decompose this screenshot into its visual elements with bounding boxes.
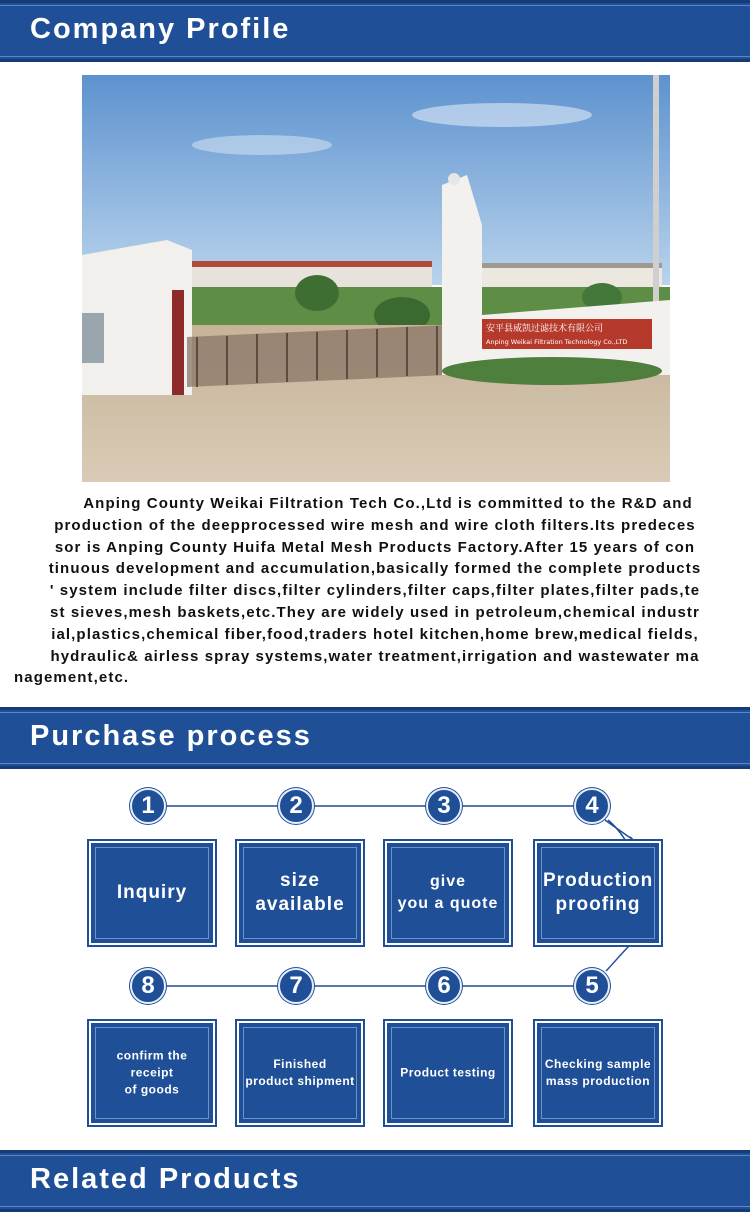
step-label-line: proofing xyxy=(555,894,641,915)
step-label xyxy=(543,1056,653,1090)
step-number-circle: 2 xyxy=(278,788,314,824)
step-label xyxy=(245,1056,355,1090)
step-label xyxy=(393,871,503,915)
step-label-line: Product testing xyxy=(400,1065,496,1080)
sign-english-text: Anping Weikai Filtration Technology Co.,LTD xyxy=(486,338,628,346)
step-label-line: size xyxy=(280,870,320,891)
profile-line: ' system include filter discs,filter cylinders,filter caps,filter plates,filter pads,te xyxy=(49,582,701,600)
step-label xyxy=(245,869,355,917)
section-banner-purchase-process xyxy=(0,707,750,769)
step-label-line: you a quote xyxy=(397,895,499,912)
step-number-circle: 5 xyxy=(574,968,610,1004)
step-number-circle: 6 xyxy=(426,968,462,1004)
profile-line: sor is Anping County Huifa Metal Mesh Products Factory.After 15 years of con xyxy=(54,538,696,556)
profile-line: hydraulic& airless spray systems,water treatment,irrigation and wastewater ma xyxy=(50,647,700,665)
factory-photo xyxy=(82,75,670,482)
profile-line: ial,plastics,chemical fiber,food,traders hotel kitchen,home brew,medical fields, xyxy=(51,625,699,643)
step-label xyxy=(543,869,653,917)
profile-line: production of the deepprocessed wire mesh and wire cloth filters.Its predeces xyxy=(54,516,696,534)
section-title: Related Products xyxy=(30,1163,301,1195)
step-number-circle: 7 xyxy=(278,968,314,1004)
step-box-checking-sample xyxy=(535,1021,661,1125)
section-banner-company-profile xyxy=(0,0,750,62)
profile-line: nagement,etc. xyxy=(14,669,130,687)
section-title: Purchase process xyxy=(30,720,312,752)
step-label-line: of goods xyxy=(124,1082,180,1097)
step-number-circle: 8 xyxy=(130,968,166,1004)
section-banner-related-products xyxy=(0,1150,750,1212)
step-number-circle: 3 xyxy=(426,788,462,824)
step-label-line: Production xyxy=(543,870,654,891)
step-label-line: confirm the receipt xyxy=(116,1048,188,1080)
purchase-process-diagram xyxy=(0,775,750,1135)
profile-line: tinuous development and accumulation,basically formed the complete products xyxy=(48,560,702,578)
step-label-line: Inquiry xyxy=(116,882,188,903)
section-title: Company Profile xyxy=(30,13,291,45)
step-box-inquiry xyxy=(89,841,215,945)
step-box-product-shipment xyxy=(237,1021,363,1125)
sign-chinese-text: 安平县威凯过滤技术有限公司 xyxy=(486,324,604,334)
step-label-line: give xyxy=(429,873,466,890)
step-label-line: Checking sample xyxy=(544,1057,652,1071)
step-label-line: product shipment xyxy=(245,1074,355,1088)
step-box-production-proofing xyxy=(535,841,661,945)
step-box-quote xyxy=(385,841,511,945)
step-box-confirm-receipt xyxy=(89,1021,215,1125)
step-number-circle: 1 xyxy=(130,788,166,824)
step-label-line: mass production xyxy=(545,1074,651,1088)
profile-line: st sieves,mesh baskets,etc.They are widely used in petroleum,chemical industr xyxy=(50,603,700,621)
step-box-size-available xyxy=(237,841,363,945)
step-label-line: available xyxy=(255,894,345,915)
step-label-line: Finished xyxy=(273,1057,327,1071)
step-box-product-testing xyxy=(385,1021,511,1125)
step-label xyxy=(97,881,207,905)
company-profile-text xyxy=(14,493,736,689)
step-label xyxy=(393,1065,503,1082)
profile-line: Anping County Weikai Filtration Tech Co.,Ltd is committed to the R&D and xyxy=(83,495,693,512)
step-label xyxy=(97,1048,207,1099)
step-number-circle: 4 xyxy=(574,788,610,824)
